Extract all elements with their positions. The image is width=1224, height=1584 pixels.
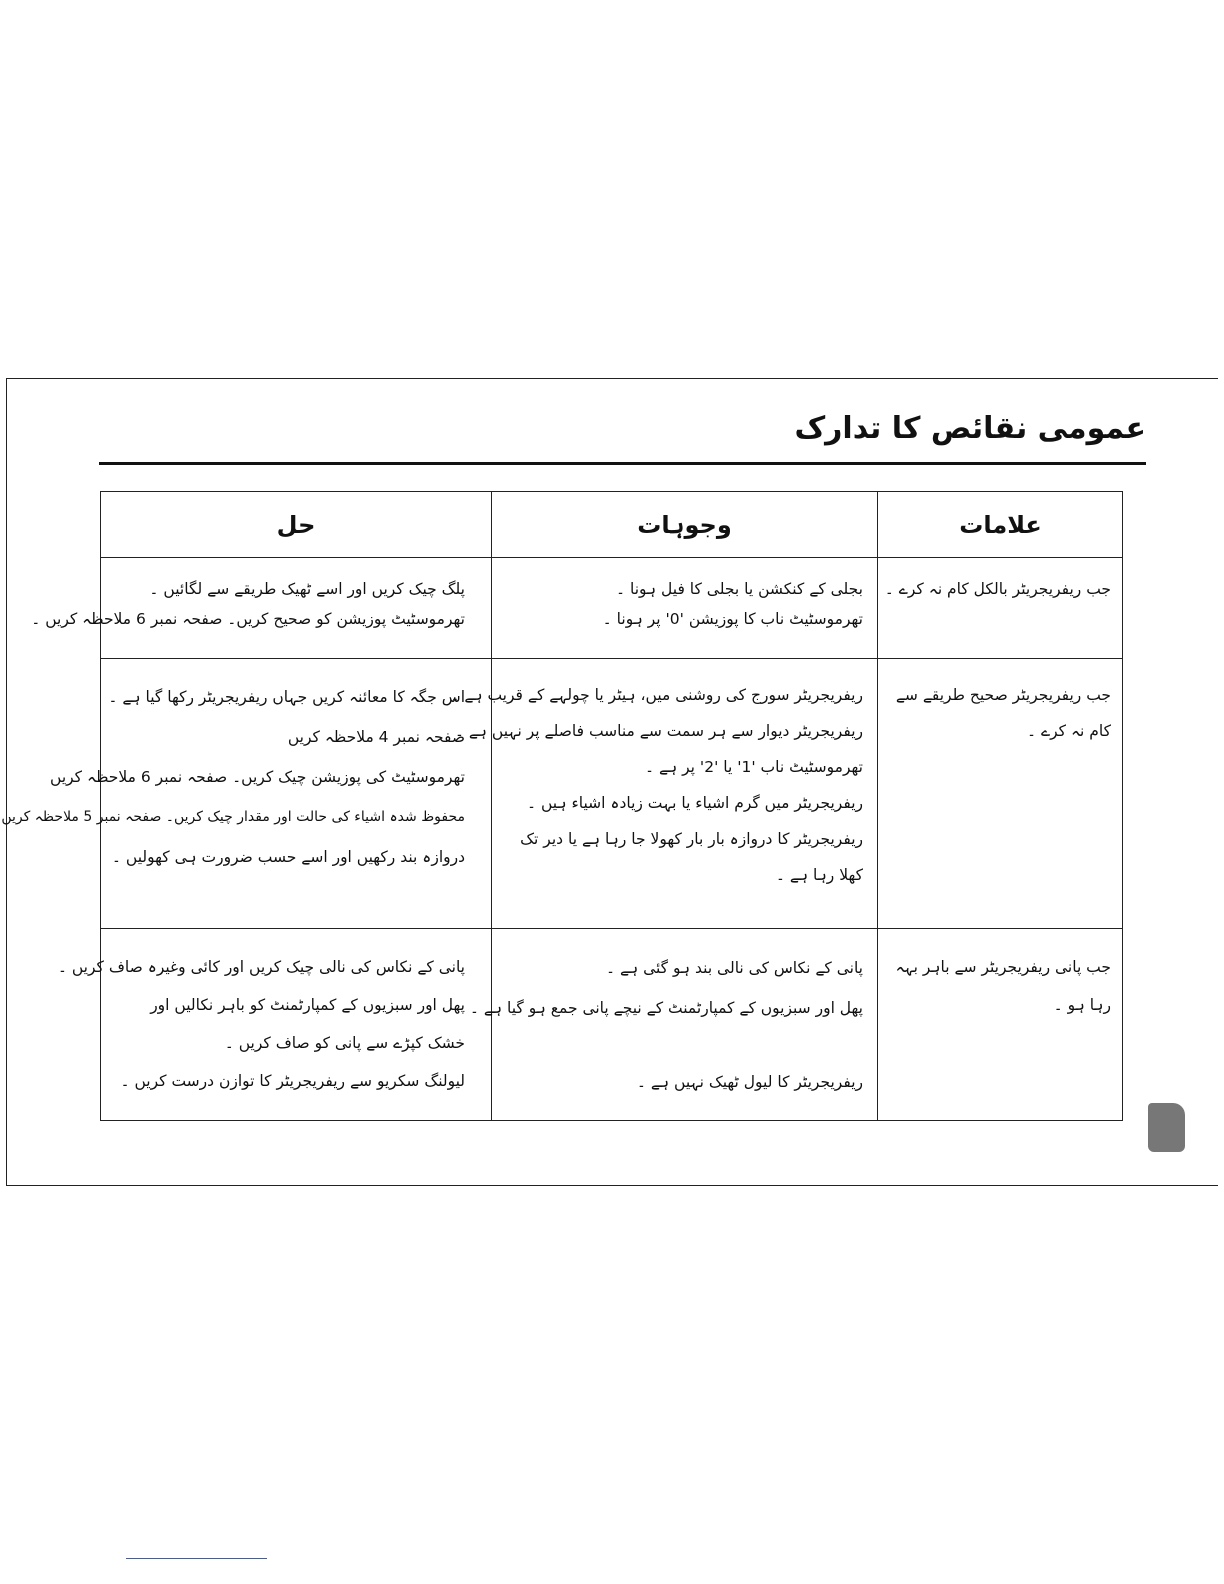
row-divider: [101, 557, 1122, 558]
row2-causes: [450, 677, 863, 893]
symptom-line: جب ریفریجریٹر صحیح طریقے سے: [895, 686, 1111, 704]
troubleshooting-table: [1, 491, 1123, 1121]
solution-line: خشک کپڑے سے پانی کو صاف کریں ۔: [224, 1034, 465, 1052]
cause-line: ریفریجریٹر سورج کی روشنی میں، ہیٹر یا چولہے کے قریب ہے ۔: [450, 686, 863, 704]
cause-line: کھلا رہا ہے ۔: [775, 866, 863, 884]
solution-line: لیولنگ سکریو سے ریفریجریٹر کا توازن درست کریں ۔: [120, 1072, 465, 1090]
row1-solutions: [31, 574, 465, 634]
symptom-line: جب پانی ریفریجریٹر سے باہر بہہ: [895, 958, 1111, 976]
solution-line: پانی کے نکاس کی نالی چیک کریں اور کائی وغیرہ صاف کریں ۔: [57, 958, 465, 976]
row-divider: [101, 928, 1122, 929]
cause-line: ریفریجریٹر دیوار سے ہر سمت سے مناسب فاصلے پر نہیں ہے ۔: [454, 722, 863, 740]
title-underline: [99, 462, 1146, 465]
cause-line: تھرموسٹیٹ ناب '1' یا '2' پر ہے ۔: [645, 758, 863, 776]
cause-line: پانی کے نکاس کی نالی بند ہو گئی ہے ۔: [605, 959, 863, 977]
footer-link-underline: [126, 1558, 267, 1559]
solution-line: صفحہ نمبر 4 ملاحظہ کریں: [287, 728, 465, 746]
cause-line: ریفریجریٹر کا دروازہ بار بار کھولا جا رہا ہے یا دیر تک: [520, 830, 863, 848]
symptom-line: کام نہ کرے ۔: [1027, 722, 1111, 740]
symptom-line: جب ریفریجریٹر بالکل کام نہ کرے ۔: [884, 580, 1111, 598]
row3-causes: [469, 948, 863, 1102]
symptom-line: رہا ہو ۔: [1053, 996, 1111, 1014]
row1-symptom: [881, 574, 1111, 604]
header-solutions: حل: [276, 510, 316, 539]
row1-causes: [501, 574, 863, 634]
header-symptoms: علامات: [959, 510, 1042, 539]
row2-symptom: [881, 677, 1111, 749]
cause-line: بجلی کے کنکشن یا بجلی کا فیل ہونا ۔: [615, 580, 863, 598]
cause-line: ریفریجریٹر کا لیول ٹھیک نہیں ہے ۔: [636, 1073, 863, 1091]
row2-solutions: [1, 677, 465, 877]
cause-line: ریفریجریٹر میں گرم اشیاء یا بہت زیادہ اشیاء ہیں ۔: [526, 794, 863, 812]
cause-line: پھل اور سبزیوں کے کمپارٹمنٹ کے نیچے پانی جمع ہو گیا ہے ۔: [469, 999, 863, 1017]
solution-line: پلگ چیک کریں اور اسے ٹھیک طریقے سے لگائیں ۔: [149, 580, 465, 598]
solution-line: دروازہ بند رکھیں اور اسے حسب ضرورت ہی کھولیں ۔: [111, 848, 465, 866]
solution-line: تھرموسٹیٹ پوزیشن کو صحیح کریں۔ صفحہ نمبر 6 ملاحظہ کریں ۔: [31, 610, 465, 628]
solution-line: پھل اور سبزیوں کے کمپارٹمنٹ کو باہر نکالیں اور: [150, 996, 465, 1014]
header-causes: وجوہات: [637, 510, 732, 539]
cause-gap: [501, 1028, 863, 1062]
page-tab-marker: [1148, 1103, 1185, 1152]
page-title: عمومی نقائص کا تدارک: [794, 411, 1146, 446]
solution-line: تھرموسٹیٹ کی پوزیشن چیک کریں۔ صفحہ نمبر 6 ملاحظہ کریں: [50, 768, 465, 786]
row3-symptom: [881, 948, 1111, 1024]
row3-solutions: [57, 948, 465, 1100]
row-divider: [101, 658, 1122, 659]
column-divider: [877, 492, 878, 1120]
solution-line: اس جگہ کا معائنہ کریں جہاں ریفریجریٹر رکھا گیا ہے ۔: [108, 688, 465, 706]
cause-line: تھرموسٹیٹ ناب کا پوزیشن '0' پر ہونا ۔: [602, 610, 863, 628]
solution-line: محفوظ شدہ اشیاء کی حالت اور مقدار چیک کریں۔ صفحہ نمبر 5 ملاحظہ کریں: [1, 809, 465, 825]
